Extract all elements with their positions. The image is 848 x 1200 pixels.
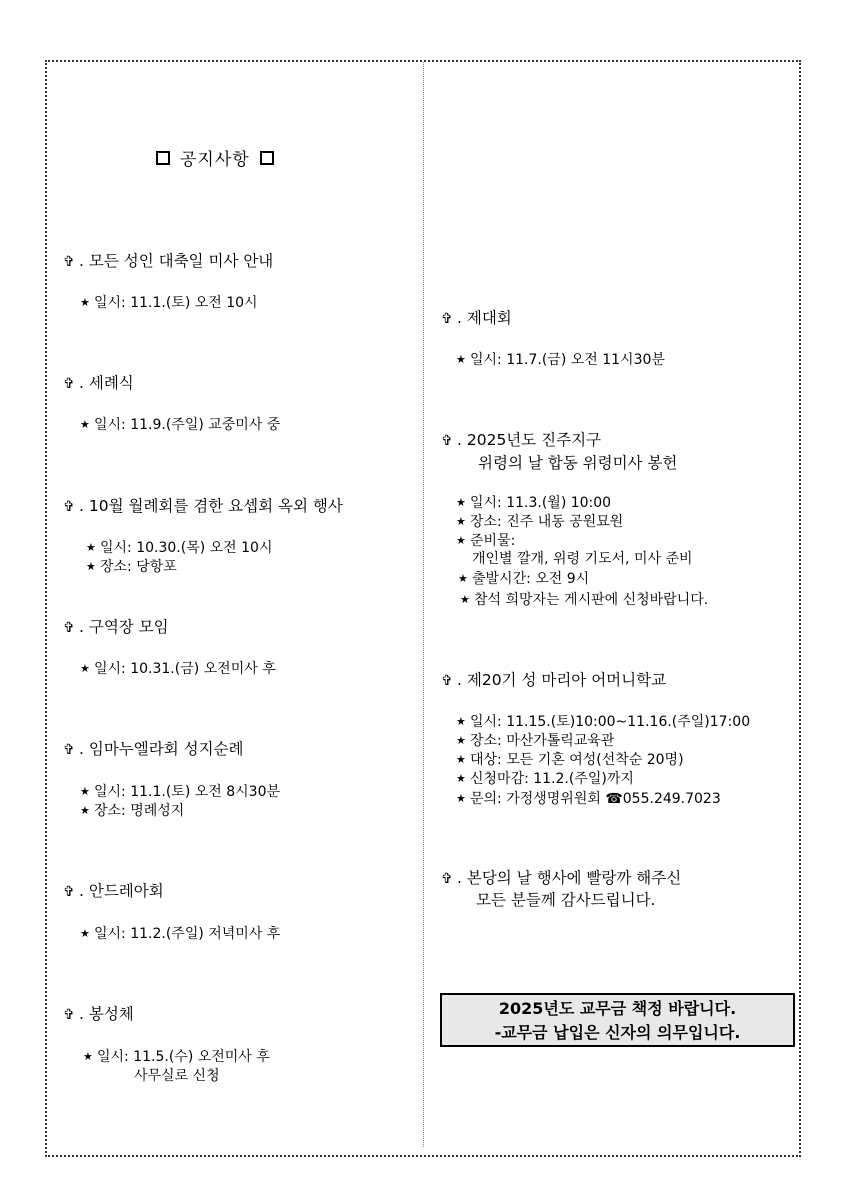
tithe-notice-line1: 2025년도 교무금 책정 바랍니다. [498, 999, 737, 1018]
detail-line: ★ 준비물: [456, 533, 516, 549]
star-icon: ★ [86, 560, 96, 573]
star-icon: ★ [80, 927, 90, 940]
cross-icon: ✞ [441, 433, 453, 449]
tithe-notice-line2: -교무금 납입은 신자의 의무입니다. [494, 1023, 741, 1042]
section-heading: ✞ . 세례식 [63, 372, 134, 395]
cross-icon: ✞ [63, 499, 75, 515]
star-icon: ★ [80, 785, 90, 798]
detail-line: ★ 신청마감: 11.2.(주일)까지 [456, 771, 634, 787]
detail-line: ★ 일시: 11.15.(토)10:00~11.16.(주일)17:00 [456, 714, 751, 730]
section-heading: ✞ . 본당의 날 행사에 빨랑까 해주신 [441, 867, 681, 890]
section-heading: ✞ . 제20기 성 마리아 어머니학교 [441, 669, 666, 692]
detail-line: ★ 일시: 11.3.(월) 10:00 [456, 495, 612, 511]
star-icon: ★ [86, 541, 96, 554]
section-heading: ✞ . 10월 월례회를 겸한 요셉회 옥외 행사 [63, 495, 343, 518]
star-icon: ★ [456, 734, 466, 747]
cross-icon: ✞ [63, 376, 75, 392]
column-divider [423, 62, 424, 1147]
cross-icon: ✞ [63, 254, 75, 270]
detail-line: 사무실로 신청 [134, 1068, 220, 1084]
cross-icon: ✞ [63, 884, 75, 900]
detail-line: ★ 일시: 10.31.(금) 오전미사 후 [80, 661, 276, 677]
section-heading: ✞ . 제대회 [441, 307, 512, 330]
detail-line: ★ 참석 희망자는 게시판에 신청바랍니다. [460, 592, 709, 608]
section-heading-line2: 위령의 날 합동 위령미사 봉헌 [478, 454, 678, 472]
star-icon: ★ [456, 496, 466, 509]
section-heading: ✞ . 안드레아회 [63, 880, 164, 903]
star-icon: ★ [460, 593, 470, 606]
detail-line: ★ 일시: 11.7.(금) 오전 11시30분 [456, 352, 665, 368]
cross-icon: ✞ [441, 871, 453, 887]
section-heading: ✞ . 봉성체 [63, 1003, 134, 1026]
detail-line: ★ 대상: 모든 기혼 여성(선착순 20명) [456, 752, 684, 768]
cross-icon: ✞ [441, 673, 453, 689]
section-heading-line2: 모든 분들께 감사드립니다. [476, 891, 656, 909]
star-icon: ★ [80, 804, 90, 817]
star-icon: ★ [80, 296, 90, 309]
star-icon: ★ [456, 772, 466, 785]
detail-line: ★ 문의: 가정생명위원회 ☎055.249.7023 [456, 791, 721, 807]
star-icon: ★ [456, 792, 466, 805]
section-heading: ✞ . 구역장 모임 [63, 616, 169, 639]
star-icon: ★ [456, 515, 466, 528]
cross-icon: ✞ [441, 311, 453, 327]
detail-line: 개인별 깔개, 위령 기도서, 미사 준비 [472, 551, 693, 567]
detail-line: ★ 장소: 마산가톨릭교육관 [456, 733, 615, 749]
star-icon: ★ [456, 715, 466, 728]
detail-line: ★ 일시: 11.5.(수) 오전미사 후 [83, 1049, 270, 1065]
detail-line: ★ 장소: 진주 내동 공원묘원 [456, 514, 624, 530]
star-icon: ★ [80, 418, 90, 431]
detail-line: ★ 일시: 11.9.(주일) 교중미사 중 [80, 417, 281, 433]
detail-line: ★ 일시: 11.1.(토) 오전 10시 [80, 295, 258, 311]
page-title: 공지사항 [146, 145, 284, 170]
detail-line: ★ 장소: 명례성지 [80, 803, 185, 819]
star-icon: ★ [456, 353, 466, 366]
cross-icon: ✞ [63, 620, 75, 636]
cross-icon: ✞ [63, 1007, 75, 1023]
detail-line: ★ 출발시간: 오전 9시 [458, 571, 590, 587]
star-icon: ★ [80, 662, 90, 675]
detail-line: ★ 일시: 10.30.(목) 오전 10시 [86, 540, 273, 556]
star-icon: ★ [458, 572, 468, 585]
detail-line: ★ 일시: 11.1.(토) 오전 8시30분 [80, 784, 281, 800]
star-icon: ★ [456, 534, 466, 547]
square-bullet-icon [260, 151, 274, 165]
cross-icon: ✞ [63, 742, 75, 758]
tithe-notice-box [440, 993, 795, 1047]
detail-line: ★ 장소: 당항포 [86, 559, 177, 575]
square-bullet-icon [156, 151, 170, 165]
section-heading: ✞ . 임마누엘라회 성지순례 [63, 738, 244, 761]
star-icon: ★ [83, 1050, 93, 1063]
section-heading: ✞ . 2025년도 진주지구 [441, 429, 601, 452]
detail-line: ★ 일시: 11.2.(주일) 저녁미사 후 [80, 926, 281, 942]
star-icon: ★ [456, 753, 466, 766]
section-heading: ✞ . 모든 성인 대축일 미사 안내 [63, 250, 273, 273]
